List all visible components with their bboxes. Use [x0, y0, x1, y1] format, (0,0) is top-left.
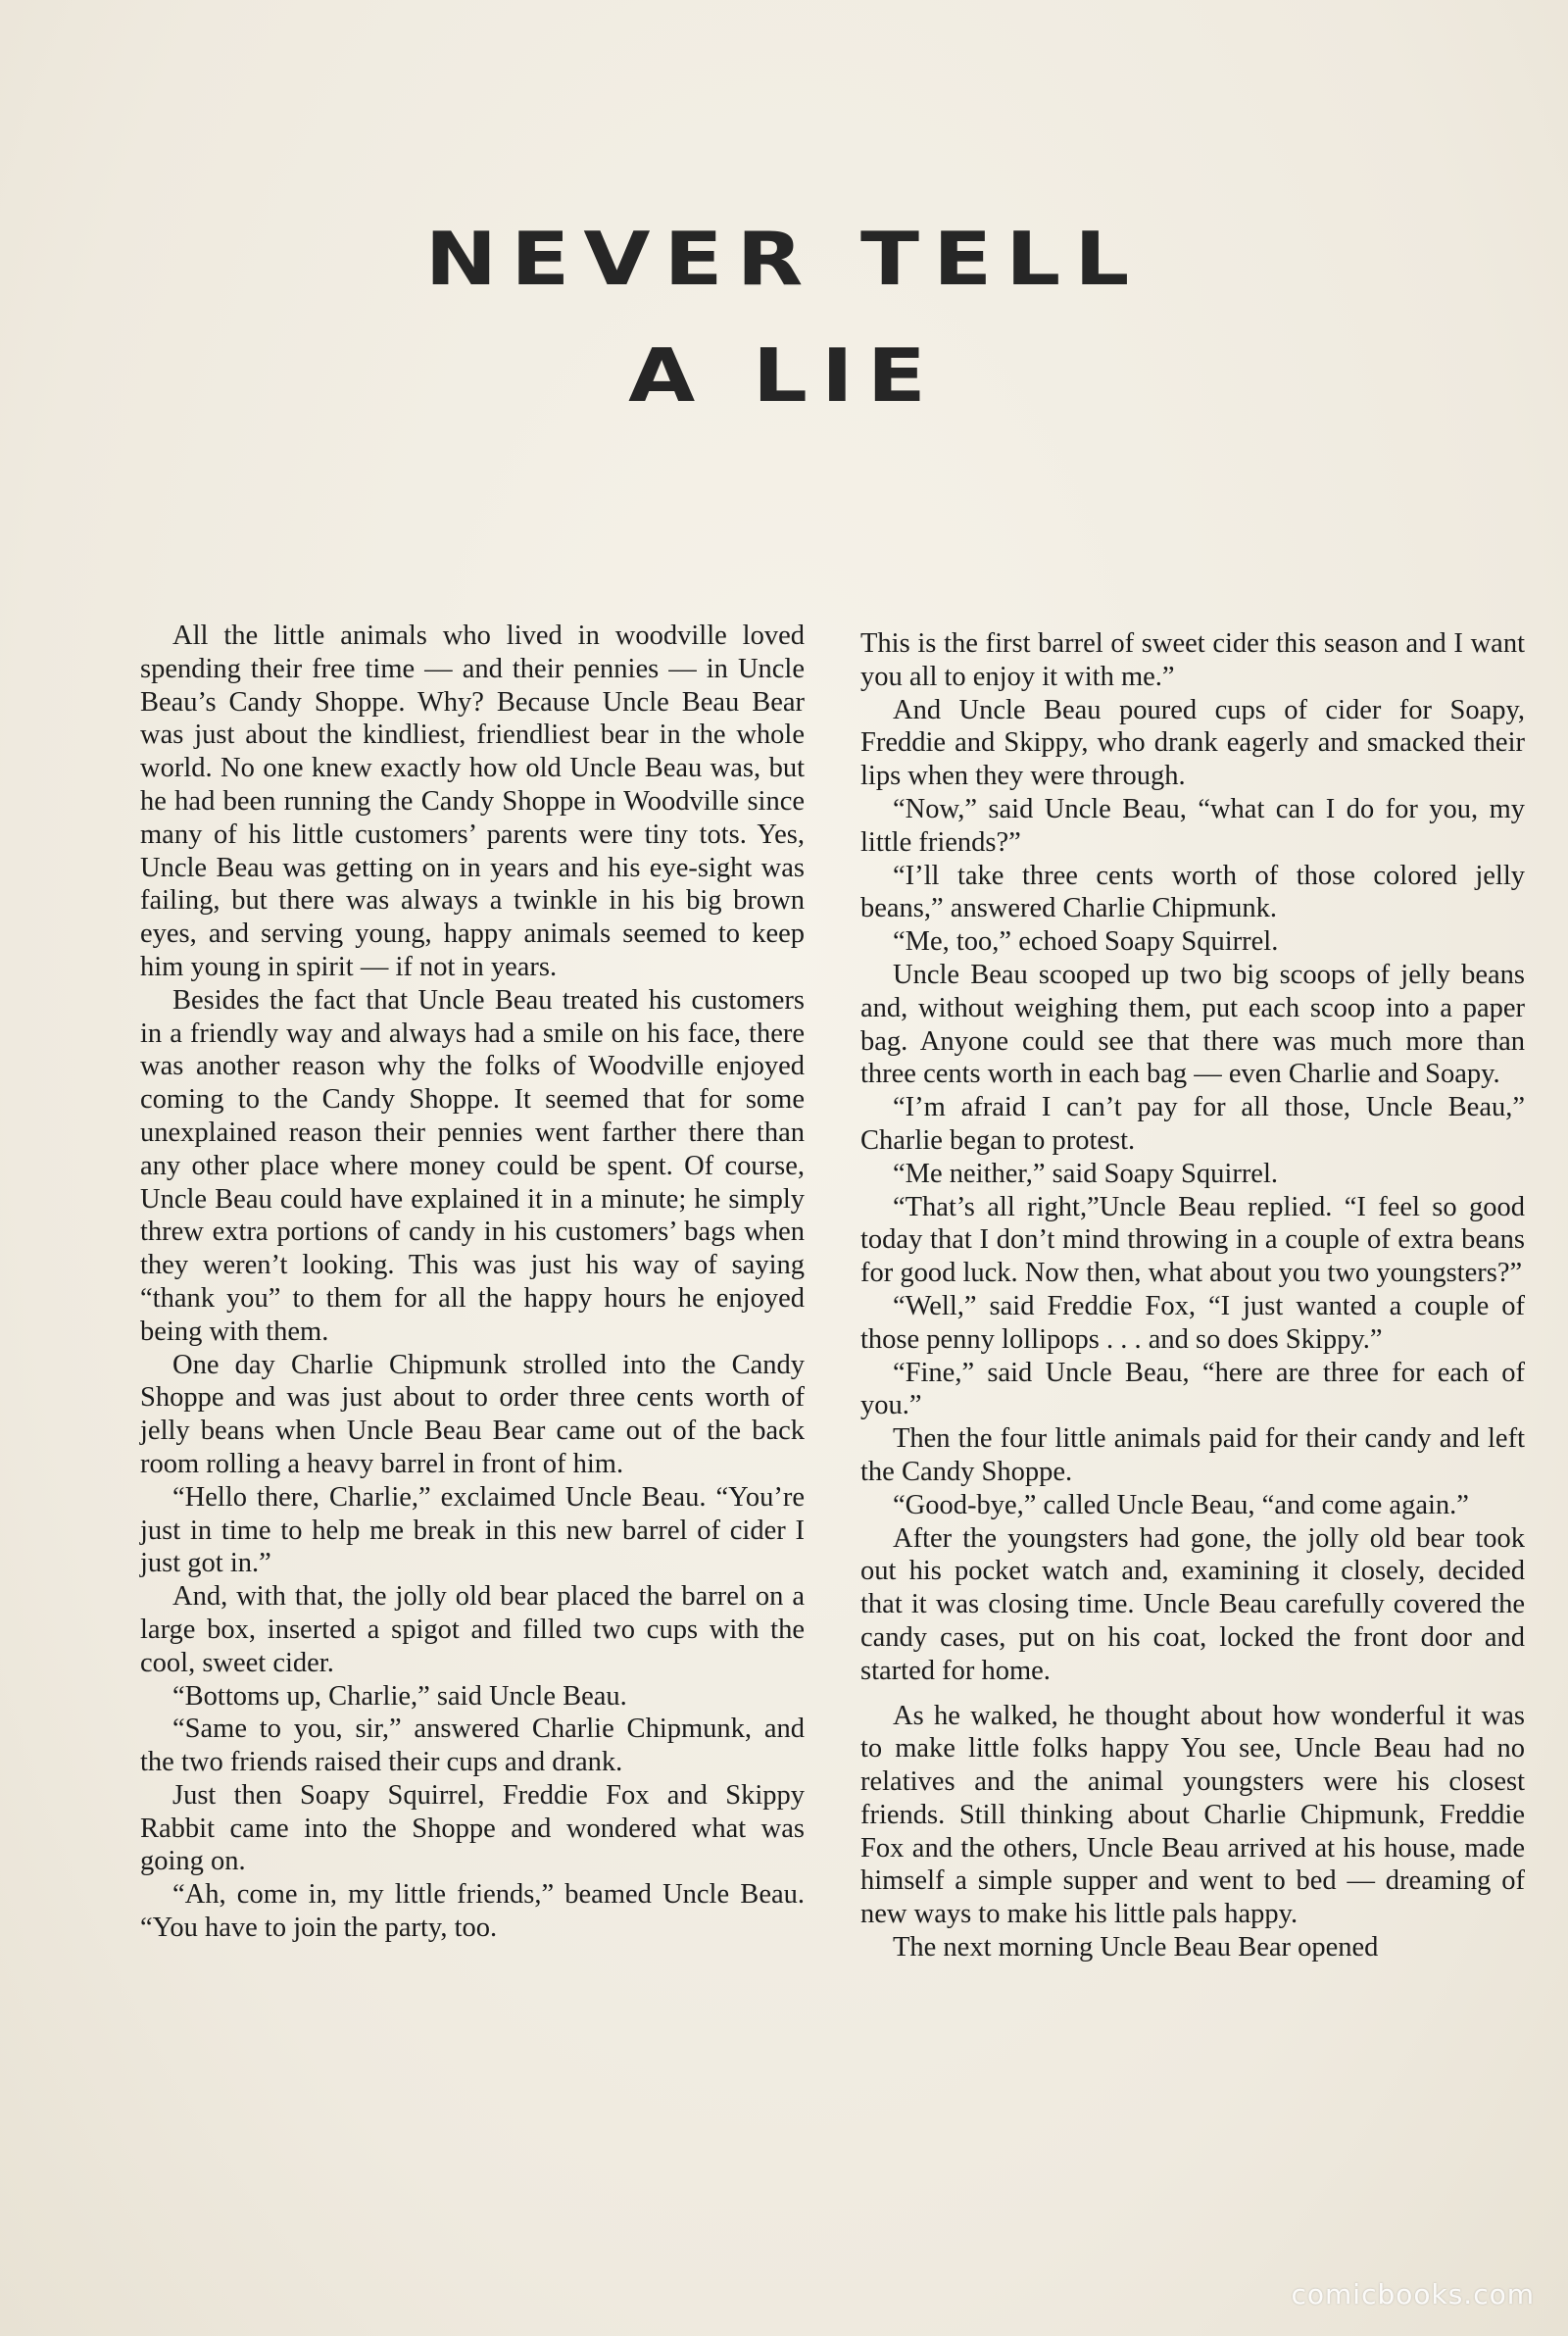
paragraph: Uncle Beau scooped up two big scoops of jelly beans and, without weighing them, put each scoop into a paper bag. Anyone could see that there was much more than three cents worth in each bag — even Charlie and Soapy.: [860, 959, 1525, 1090]
right-text-column: [860, 627, 1525, 1964]
paragraph: “That’s all right,”Uncle Beau replied. “I feel so good today that I don’t mind throwing in a couple of extra beans for good luck. Now then, what about you two youngsters?”: [860, 1191, 1525, 1289]
paragraph: Besides the fact that Uncle Beau treated his customers in a friendly way and always had a smile on his face, there was another reason why the folks of Woodville enjoyed coming to the Candy Shoppe. It seemed that for some unexplained reason their pennies went farther there than any other place where money could be spent. Of course, Uncle Beau could have explained it in a minute; he simply threw extra portions of candy in his customers’ bags when they weren’t looking. This was just his way of saying “thank you” to them for all the happy hours he enjoyed being with them.: [140, 984, 805, 1347]
paragraph: The next morning Uncle Beau Bear opened: [893, 1932, 1379, 1963]
paragraph: “Same to you, sir,” answered Charlie Chipmunk, and the two friends raised their cups and drank.: [140, 1714, 805, 1778]
paragraph: Then the four little animals paid for their candy and left the Candy Shoppe.: [860, 1423, 1525, 1487]
paragraph: And, with that, the jolly old bear placed the barrel on a large box, inserted a spigot and filled two cups with the cool, sweet cider.: [140, 1581, 805, 1678]
paragraph: As he walked, he thought about how wonderful it was to make little folks happy You see, Uncle Beau had no relatives and the animal youngsters were his closest friends. Still thinking about Charlie Chipmunk, Freddie Fox and the others, Uncle Beau arrived at his house, made himself a simple supper and went to bed — dreaming of new ways to make his little pals happy.: [860, 1700, 1525, 1930]
site-watermark: comicbooks.com: [1291, 2278, 1535, 2311]
story-title: [0, 201, 1568, 434]
paragraph: “Good-bye,” called Uncle Beau, “and come again.”: [893, 1489, 1469, 1520]
paragraph: After the youngsters had gone, the jolly old bear took out his pocket watch and, examining it closely, decided that it was closing time. Uncle Beau carefully covered the candy cases, put on his coat, locked the front door and started for home.: [860, 1522, 1525, 1686]
paragraph: And Uncle Beau poured cups of cider for Soapy, Freddie and Skippy, who drank eagerly and smacked their lips when they were through.: [860, 694, 1525, 792]
paragraph: “Me neither,” said Soapy Squirrel.: [893, 1158, 1279, 1189]
paragraph: One day Charlie Chipmunk strolled into the Candy Shoppe and was just about to order three cents worth of jelly beans when Uncle Beau Bear came out of the back room rolling a heavy barrel in front of him.: [140, 1349, 805, 1479]
paragraph: All the little animals who lived in woodville loved spending their free time — and their pennies — in Uncle Beau’s Candy Shoppe. Why? Because Uncle Beau Bear was just about the kindliest, friendliest bear in the whole world. No one knew exactly how old Uncle Beau was, but he had been running the Candy Shoppe in Woodville since many of his little customers’ parents were tiny tots. Yes, Uncle Beau was getting on in years and his eye-sight was failing, but there was always a twinkle in his big brown eyes, and serving young, happy animals seemed to keep him young in spirit — if not in years.: [140, 621, 805, 982]
paragraph: “Hello there, Charlie,” exclaimed Uncle Beau. “You’re just in time to help me break in this new barrel of cider I just got in.”: [140, 1481, 805, 1579]
paragraph: “Fine,” said Uncle Beau, “here are three for each of you.”: [860, 1357, 1525, 1421]
title-line-2: A LIE: [628, 332, 940, 419]
paragraph: “Me, too,” echoed Soapy Squirrel.: [893, 926, 1279, 958]
paragraph: “Bottoms up, Charlie,” said Uncle Beau.: [172, 1680, 627, 1712]
title-line-1: NEVER TELL: [424, 216, 1144, 302]
paragraph: “Well,” said Freddie Fox, “I just wanted a couple of those penny lollipops . . . and so does Skippy.”: [860, 1290, 1525, 1355]
paragraph: “Now,” said Uncle Beau, “what can I do for you, my little friends?”: [860, 793, 1525, 858]
paragraph: “I’m afraid I can’t pay for all those, Uncle Beau,” Charlie began to protest.: [860, 1092, 1525, 1156]
paragraph: Just then Soapy Squirrel, Freddie Fox and Skippy Rabbit came into the Shoppe and wondered what was going on.: [140, 1779, 805, 1877]
paragraph: “Ah, come in, my little friends,” beamed Uncle Beau. “You have to join the party, too.: [140, 1879, 805, 1944]
paragraph: “I’ll take three cents worth of those colored jelly beans,” answered Charlie Chipmunk.: [860, 860, 1525, 924]
paragraph: This is the first barrel of sweet cider this season and I want you all to enjoy it with me.”: [860, 628, 1525, 692]
left-text-column: [140, 620, 805, 1945]
